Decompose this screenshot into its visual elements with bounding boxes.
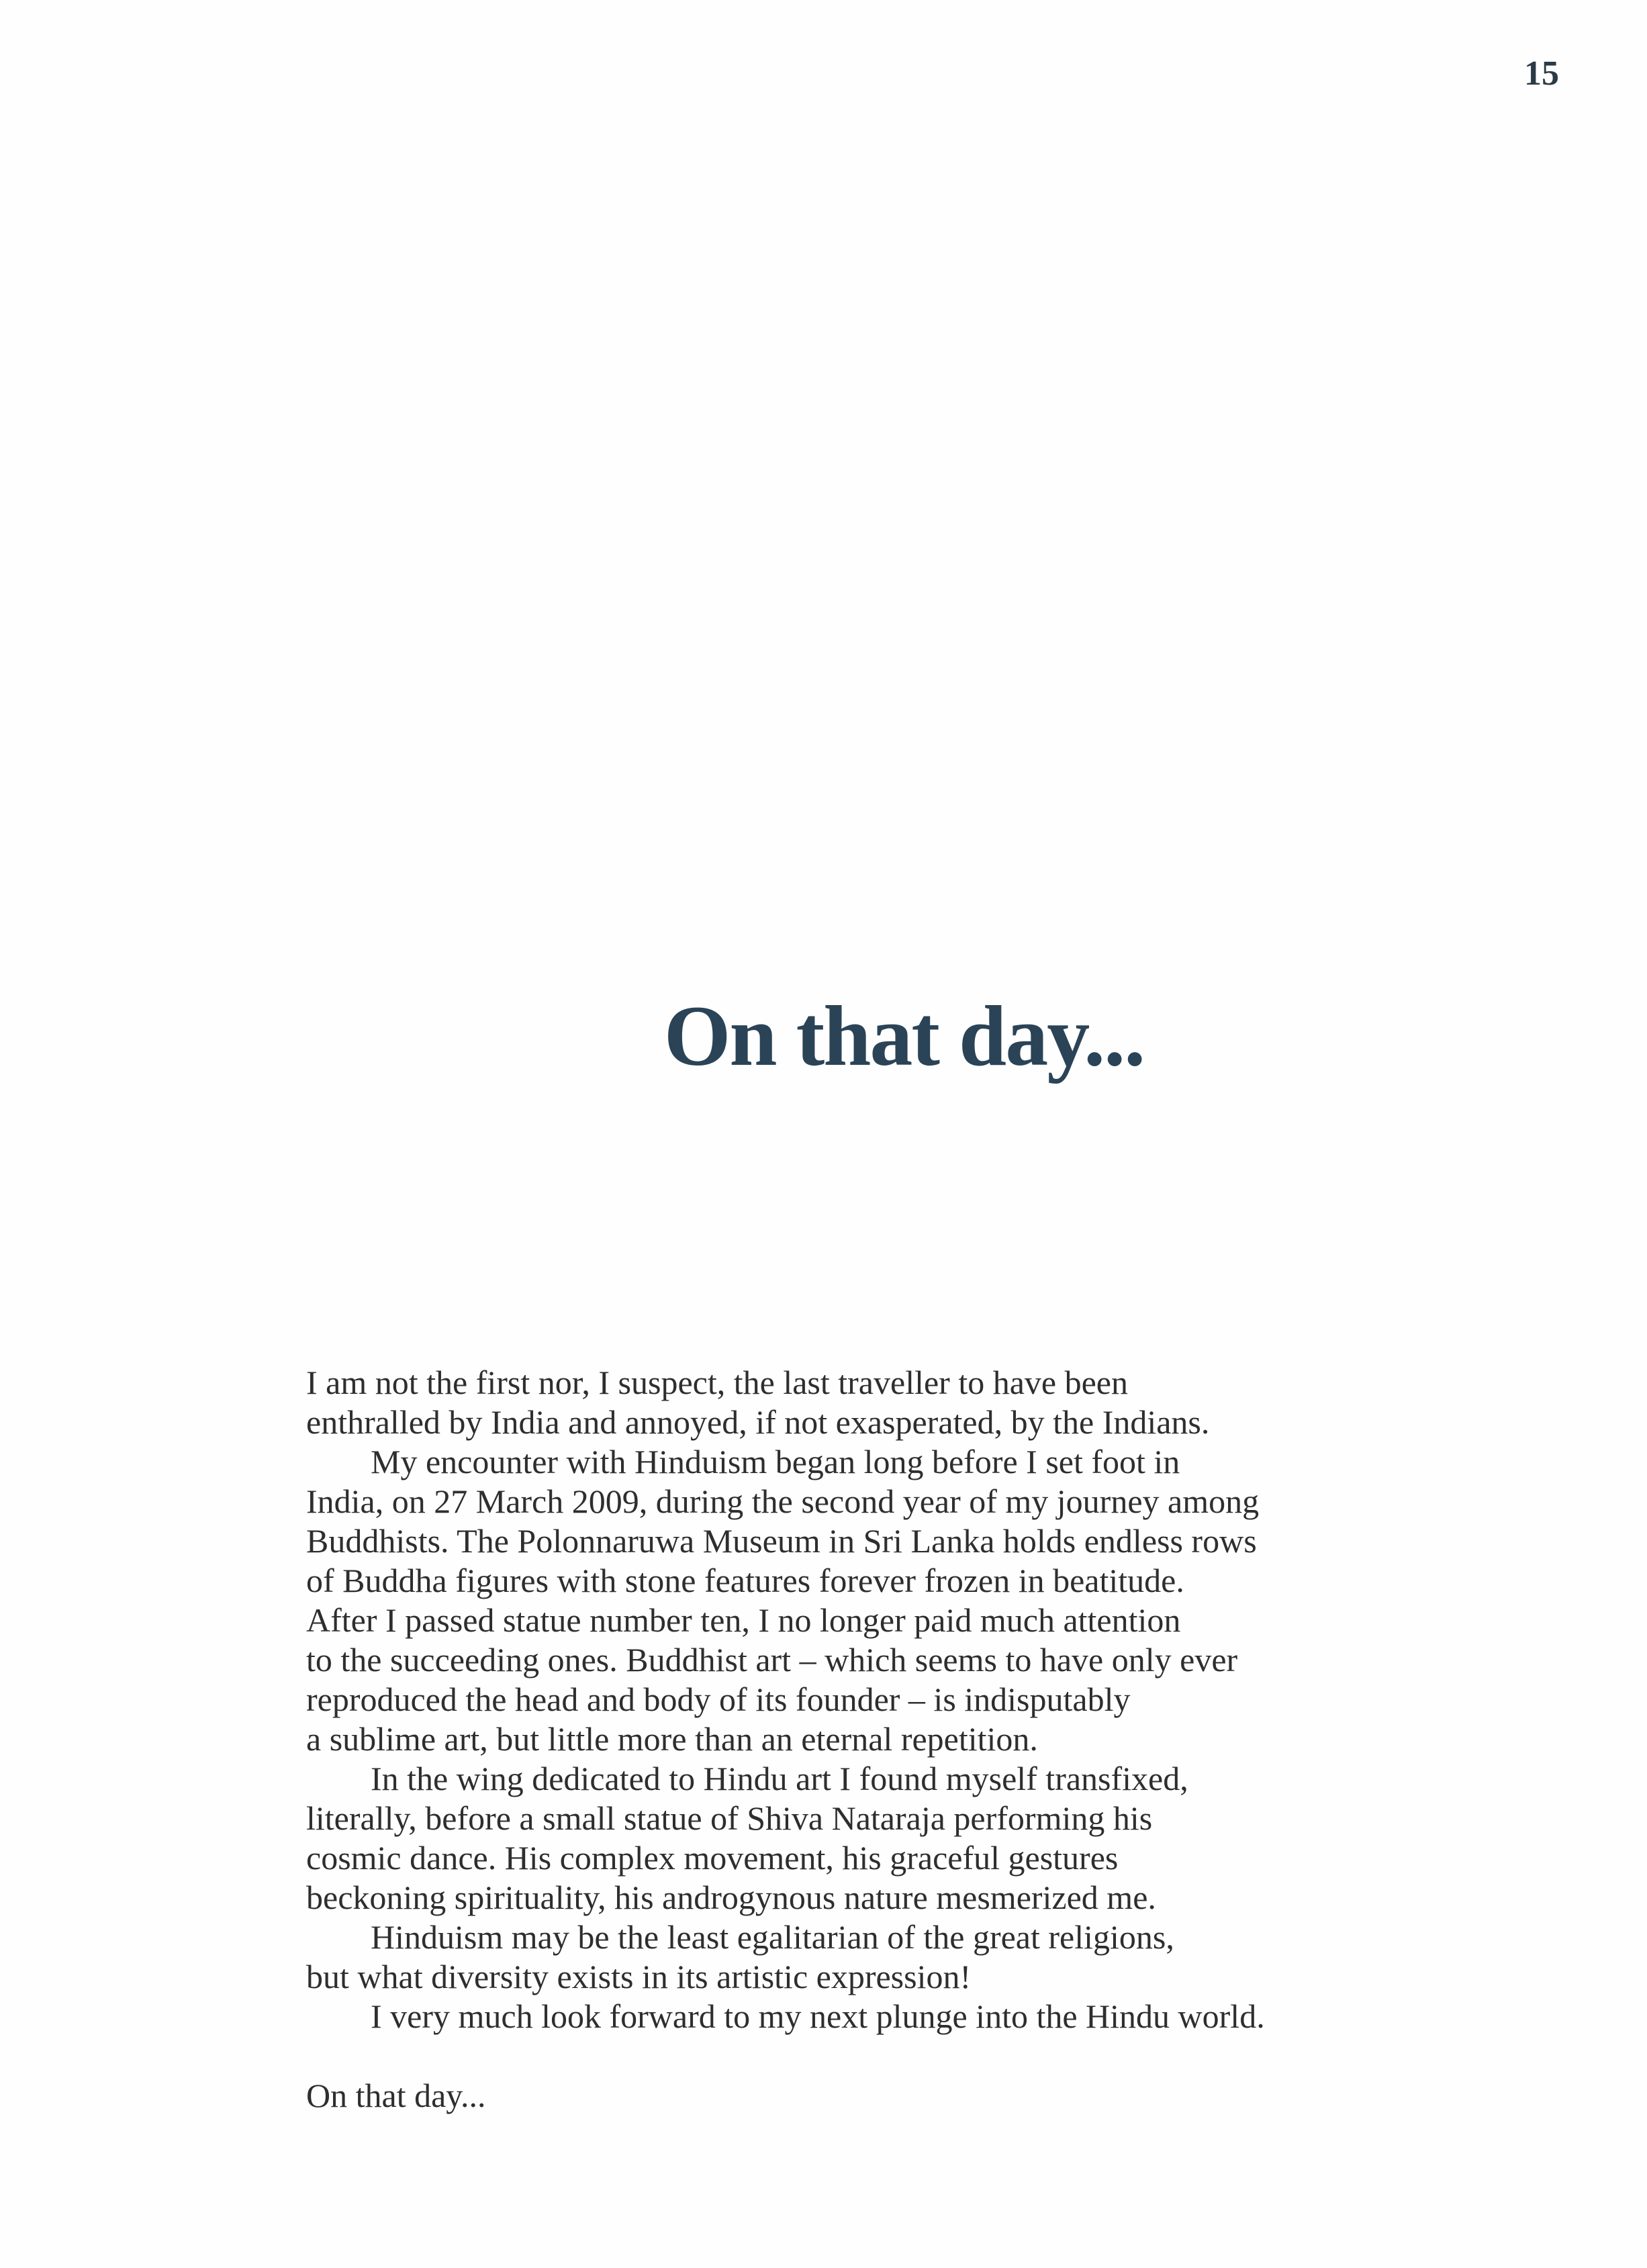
paragraph-gap <box>306 2036 1265 2076</box>
body-line: Hinduism may be the least egalitarian of the great religions, <box>371 1918 1174 1956</box>
body-line: a sublime art, but little more than an eternal repetition. <box>306 1720 1038 1758</box>
body-line: Buddhists. The Polonnaruwa Museum in Sri Lanka holds endless rows <box>306 1522 1257 1560</box>
body-line: but what diversity exists in its artistic expression! <box>306 1958 972 1995</box>
body-text <box>306 1363 1265 2116</box>
body-line: India, on 27 March 2009, during the second year of my journey among <box>306 1482 1260 1520</box>
body-line: I am not the first nor, I suspect, the last traveller to have been <box>306 1364 1128 1401</box>
body-line: In the wing dedicated to Hindu art I found myself transfixed, <box>371 1760 1188 1797</box>
body-line: beckoning spirituality, his androgynous nature mesmerized me. <box>306 1879 1156 1916</box>
body-line: literally, before a small statue of Shiva Nataraja performing his <box>306 1799 1153 1837</box>
closing-line: On that day... <box>306 2077 486 2114</box>
body-line: cosmic dance. His complex movement, his graceful gestures <box>306 1839 1119 1877</box>
chapter-title: On that day... <box>663 988 1145 1084</box>
body-line: reproduced the head and body of its founder – is indisputably <box>306 1681 1131 1718</box>
body-line: My encounter with Hinduism began long before I set foot in <box>371 1443 1180 1480</box>
body-line: After I passed statue number ten, I no longer paid much attention <box>306 1601 1181 1639</box>
body-line: enthralled by India and annoyed, if not exasperated, by the Indians. <box>306 1403 1210 1441</box>
body-line: to the succeeding ones. Buddhist art – which seems to have only ever <box>306 1641 1238 1679</box>
body-line: of Buddha figures with stone features forever frozen in beatitude. <box>306 1562 1184 1599</box>
page-number: 15 <box>1524 54 1559 93</box>
body-line: I very much look forward to my next plunge into the Hindu world. <box>371 1997 1265 2035</box>
